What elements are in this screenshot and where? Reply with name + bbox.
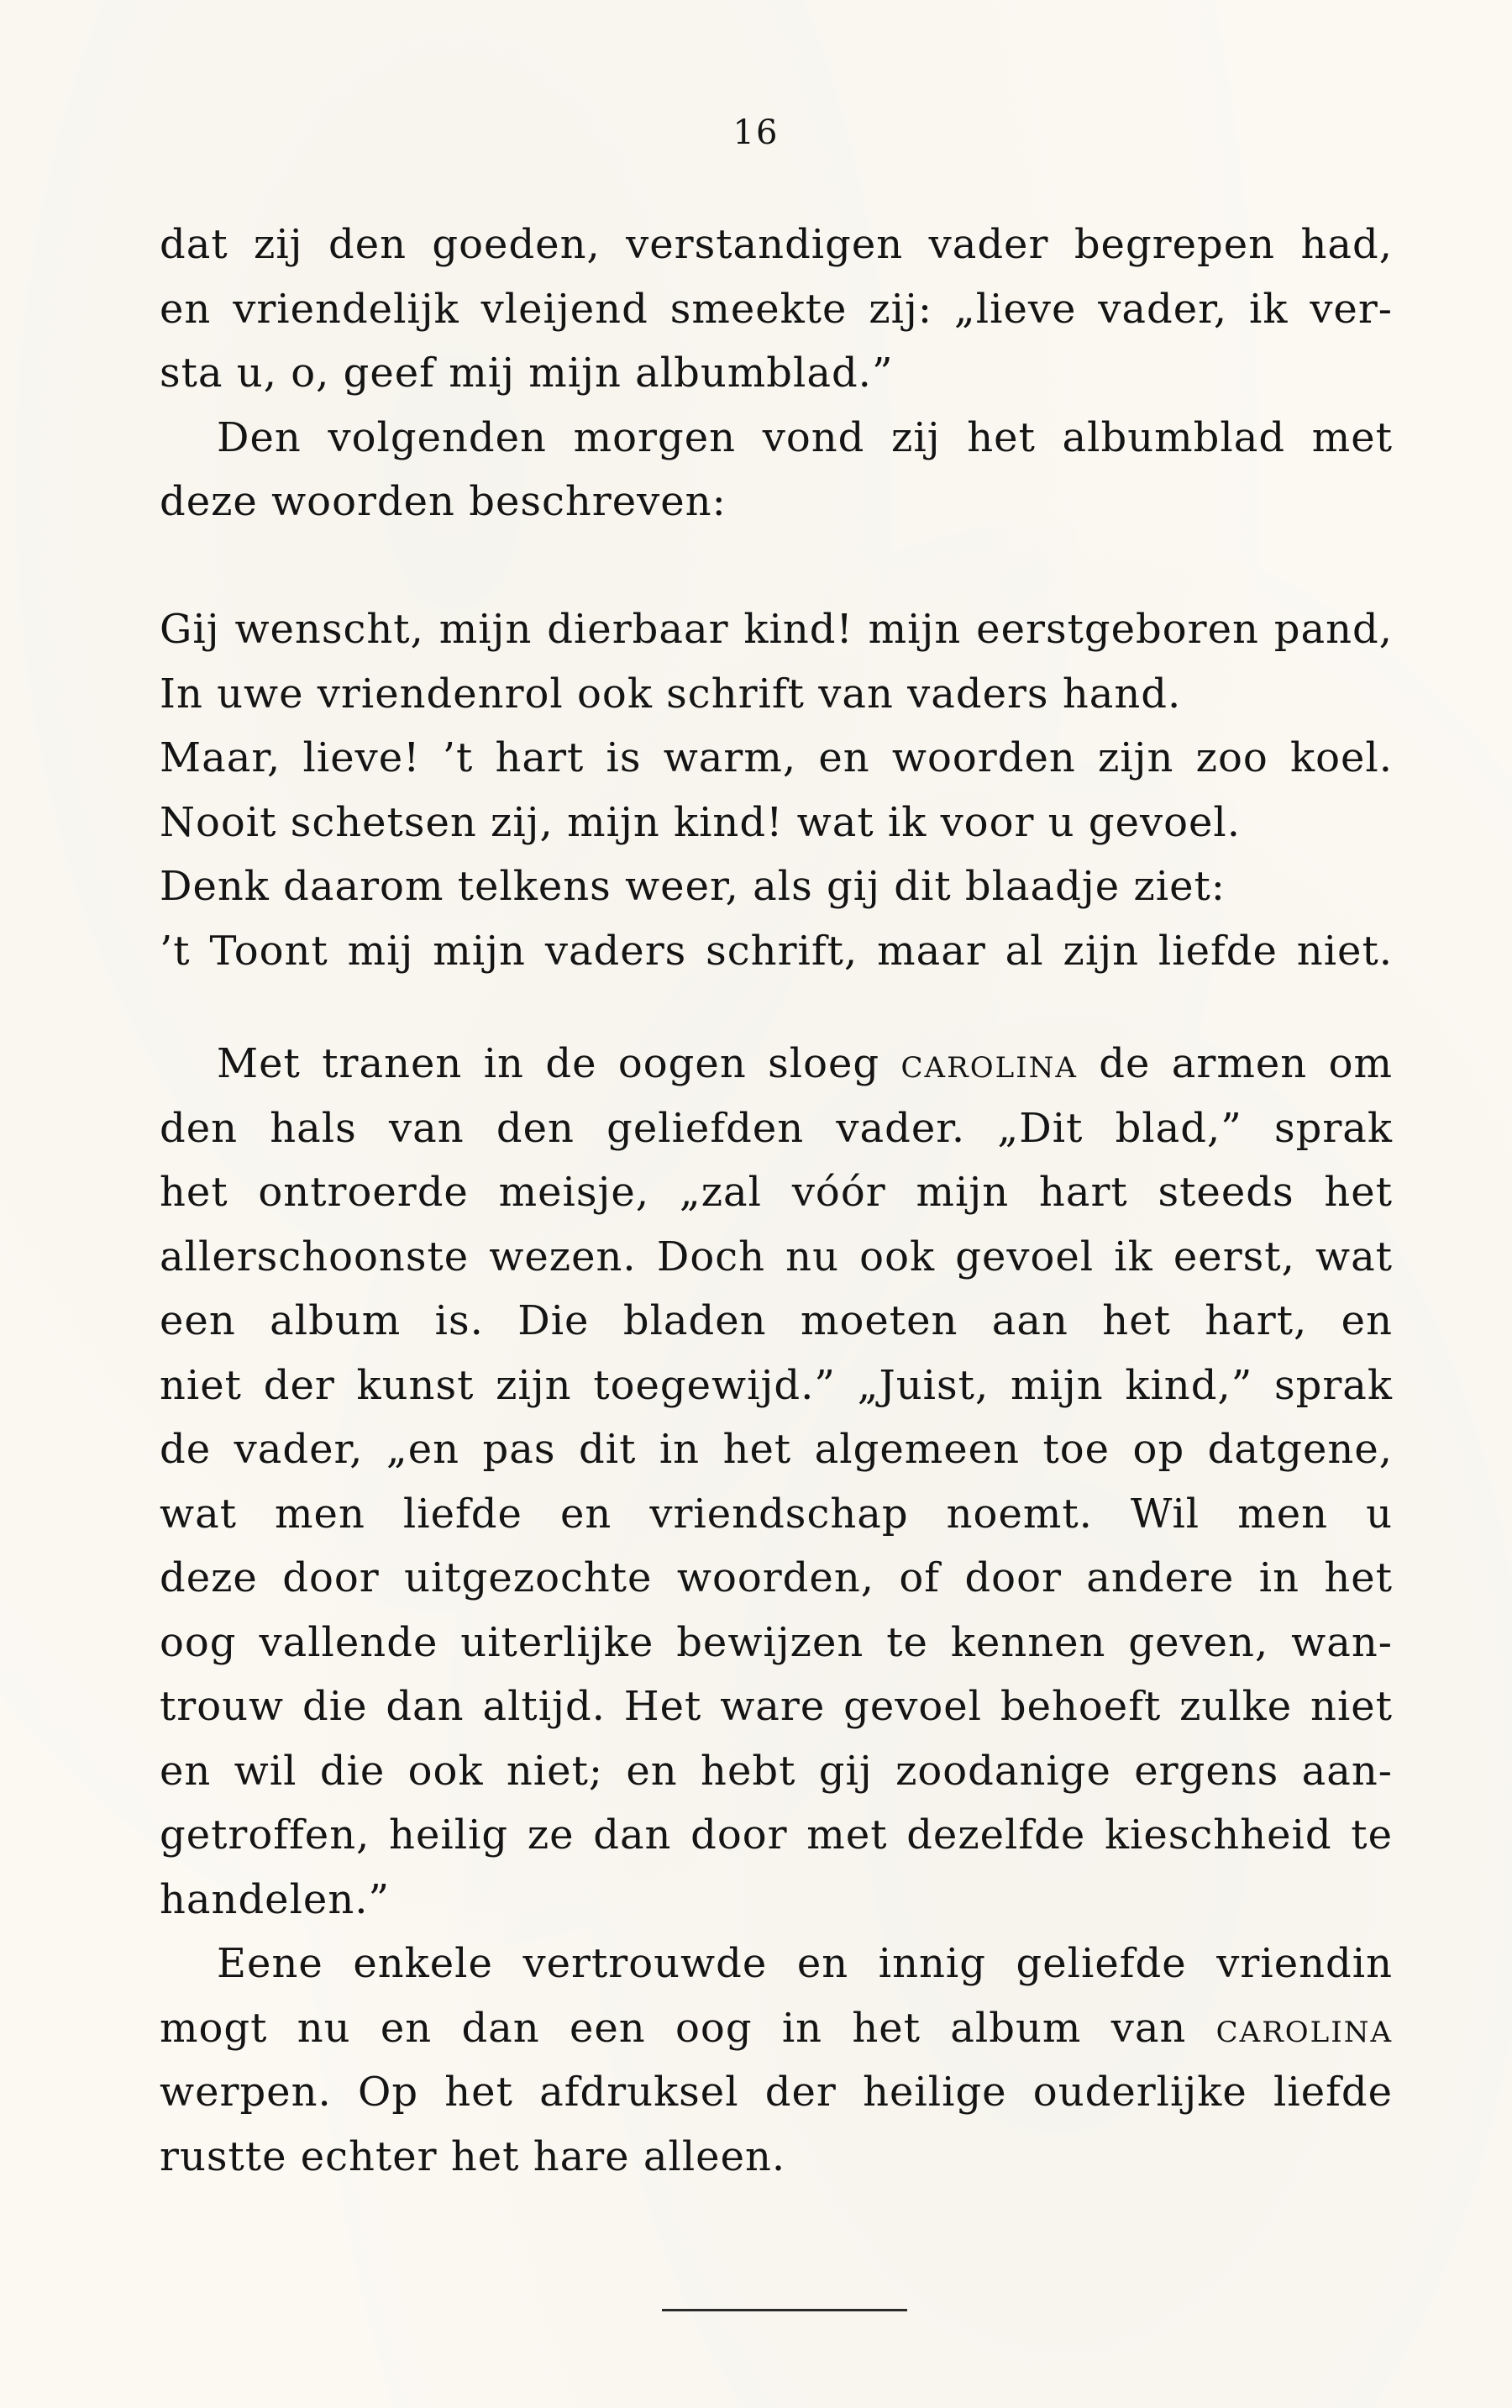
poem-line: Nooit schetsen zij, mijn kind! wat ik voor u gevoel.	[160, 798, 1242, 846]
character-name: carolina	[1215, 2004, 1393, 2052]
text-line: het ontroerde meisje, „zal vóór mijn hart steeds het	[160, 1169, 1393, 1216]
text-line: allerschoonste wezen. Doch nu ook gevoel ik eerst, wat	[160, 1233, 1393, 1280]
text-segment: mogt nu en dan een oog in het album van	[160, 2004, 1216, 2052]
text-segment: de armen om	[1077, 1040, 1394, 1087]
character-name: carolina	[900, 1040, 1078, 1087]
text-line: en wil die ook niet; en hebt gij zoodanige ergens aan-	[160, 1747, 1393, 1795]
text-line: deze door uitgezochte woorden, of door andere in het	[160, 1554, 1393, 1601]
poem-line: Gij wenscht, mijn dierbaar kind! mijn eerstgeboren pand,	[160, 606, 1393, 653]
text-line: de vader, „en pas dit in het algemeen toe op datgene,	[160, 1426, 1393, 1473]
text-line: Eene enkele vertrouwde en innig geliefde vriendin	[217, 1940, 1393, 1987]
text-line: getroffen, heilig ze dan door met dezelfde kieschheid te	[160, 1811, 1393, 1859]
text-line: rustte echter het hare alleen.	[160, 2132, 786, 2180]
text-line: oog vallende uiterlijke bewijzen te kennen geven, wan-	[160, 1618, 1393, 1666]
text-line: en vriendelijk vleijend smeekte zij: „lieve vader, ik ver-	[160, 285, 1393, 333]
poem-line: ’t Toont mij mijn vaders schrift, maar al zijn liefde niet.	[160, 927, 1393, 975]
text-line	[160, 1032, 1393, 1096]
closing-paragraphs	[160, 1032, 1393, 2189]
poem-line: In uwe vriendenrol ook schrift van vaders hand.	[160, 670, 1182, 718]
text-line: dat zij den goeden, verstandigen vader begrepen had,	[160, 221, 1393, 268]
section-divider	[662, 2309, 907, 2311]
text-segment: Met tranen in de oogen sloeg	[217, 1040, 901, 1087]
text-line: sta u, o, geef mij mijn albumblad.”	[160, 350, 894, 397]
page-number: 16	[732, 113, 780, 152]
text-line: werpen. Op het afdruksel der heilige ouderlijke liefde	[160, 2069, 1393, 2116]
text-line: niet der kunst zijn toegewijd.” „Juist, mijn kind,” sprak	[160, 1361, 1393, 1409]
opening-paragraph	[160, 213, 1393, 534]
text-line: trouw die dan altijd. Het ware gevoel behoeft zulke niet	[160, 1683, 1393, 1730]
text-line	[160, 1996, 1393, 2061]
text-line: den hals van den geliefden vader. „Dit blad,” sprak	[160, 1104, 1393, 1152]
poem	[160, 597, 1393, 983]
text-line: handelen.”	[160, 1875, 391, 1923]
text-line: wat men liefde en vriendschap noemt. Wil men u	[160, 1490, 1393, 1538]
poem-line: Maar, lieve! ’t hart is warm, en woorden zijn zoo koel.	[160, 734, 1393, 781]
poem-line: Denk daarom telkens weer, als gij dit blaadje ziet:	[160, 863, 1226, 910]
text-line: een album is. Die bladen moeten aan het hart, en	[160, 1297, 1393, 1344]
text-line: Den volgenden morgen vond zij het albumblad met	[217, 413, 1393, 461]
text-line: deze woorden beschreven:	[160, 478, 727, 525]
